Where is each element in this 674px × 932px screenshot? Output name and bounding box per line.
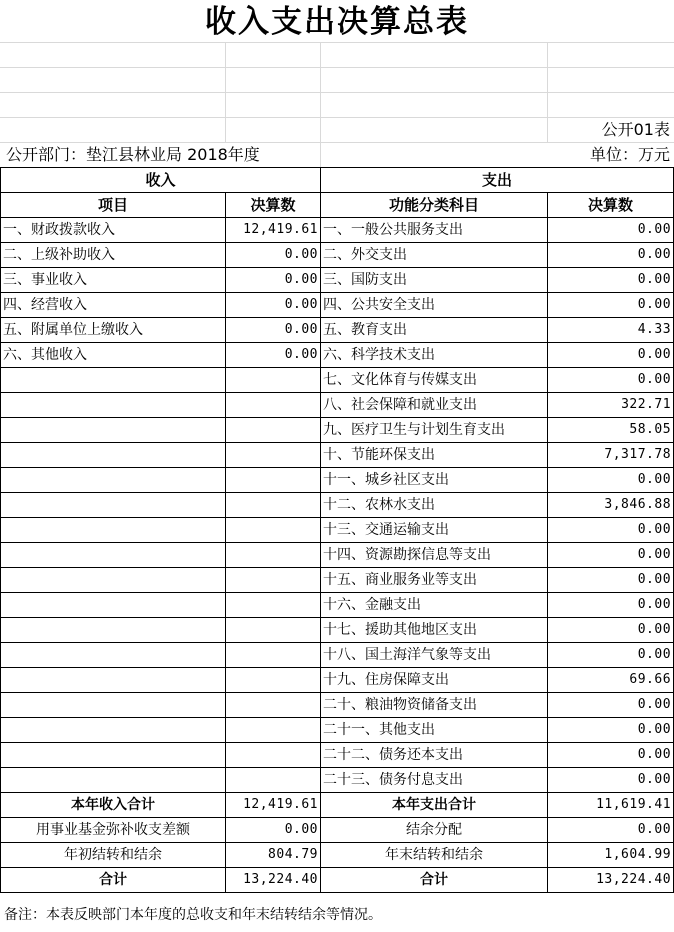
expense-item-label: 十七、援助其他地区支出: [321, 618, 548, 643]
expense-item-value: 58.05: [548, 418, 674, 443]
income-item-label: [1, 443, 226, 468]
expense-item-label: 十四、资源勘探信息等支出: [321, 543, 548, 568]
expense-item-label: 五、教育支出: [321, 318, 548, 343]
table-row: [1, 743, 674, 768]
income-item-value: [226, 568, 321, 593]
expense-item-value: 0.00: [548, 693, 674, 718]
income-item-value: [226, 368, 321, 393]
expense-item-value: 0.00: [548, 743, 674, 768]
income-item-value: [226, 693, 321, 718]
expense-item-label: 二十三、债务付息支出: [321, 768, 548, 793]
summary-income-label: 用事业基金弥补收支差额: [1, 818, 226, 843]
column-header-amount: 决算数: [226, 193, 321, 218]
income-item-label: 六、其他收入: [1, 343, 226, 368]
income-item-label: [1, 693, 226, 718]
expense-item-label: 八、社会保障和就业支出: [321, 393, 548, 418]
expense-item-value: 0.00: [548, 718, 674, 743]
income-item-label: [1, 743, 226, 768]
income-item-label: [1, 718, 226, 743]
expense-item-value: 69.66: [548, 668, 674, 693]
summary-income-label: 合计: [1, 868, 226, 893]
table-row: [1, 393, 674, 418]
income-item-value: [226, 493, 321, 518]
expense-item-label: 十一、城乡社区支出: [321, 468, 548, 493]
summary-expense-value: 0.00: [548, 818, 674, 843]
table-row: [1, 268, 674, 293]
expense-item-value: 0.00: [548, 543, 674, 568]
expense-item-value: 0.00: [548, 768, 674, 793]
income-expense-table: [0, 167, 674, 893]
income-item-value: [226, 543, 321, 568]
income-item-value: 0.00: [226, 318, 321, 343]
expense-item-label: 十八、国土海洋气象等支出: [321, 643, 548, 668]
income-item-value: [226, 393, 321, 418]
income-section-header: 收入: [1, 168, 321, 193]
expense-item-value: 3,846.88: [548, 493, 674, 518]
table-row: [1, 693, 674, 718]
summary-income-value: 13,224.40: [226, 868, 321, 893]
expense-item-value: 0.00: [548, 468, 674, 493]
income-item-label: [1, 418, 226, 443]
expense-item-value: 0.00: [548, 518, 674, 543]
expense-item-value: 0.00: [548, 568, 674, 593]
income-item-value: [226, 443, 321, 468]
summary-row: [1, 793, 674, 818]
expense-item-value: 4.33: [548, 318, 674, 343]
column-header-category: 功能分类科目: [321, 193, 548, 218]
expense-item-label: 一、一般公共服务支出: [321, 218, 548, 243]
table-row: [1, 243, 674, 268]
table-row: [1, 318, 674, 343]
expense-item-label: 十、节能环保支出: [321, 443, 548, 468]
income-item-label: [1, 668, 226, 693]
column-header-row: [1, 193, 674, 218]
income-item-value: [226, 468, 321, 493]
gridline: [0, 42, 674, 43]
table-row: [1, 468, 674, 493]
income-item-label: [1, 543, 226, 568]
summary-expense-value: 1,604.99: [548, 843, 674, 868]
expense-item-value: 0.00: [548, 343, 674, 368]
income-item-value: 0.00: [226, 243, 321, 268]
column-header-amount-2: 决算数: [548, 193, 674, 218]
page-title: 收入支出决算总表: [205, 4, 469, 40]
expense-item-label: 十二、农林水支出: [321, 493, 548, 518]
expense-item-label: 十五、商业服务业等支出: [321, 568, 548, 593]
table-row: [1, 418, 674, 443]
income-item-value: [226, 418, 321, 443]
table-row: [1, 543, 674, 568]
expense-item-label: 三、国防支出: [321, 268, 548, 293]
income-item-value: 0.00: [226, 343, 321, 368]
table-row: [1, 293, 674, 318]
gridline: [0, 117, 674, 118]
footnote: 备注：本表反映部门本年度的总收支和年末结转结余等情况。: [4, 907, 382, 923]
expense-section-header: 支出: [321, 168, 674, 193]
income-item-label: [1, 493, 226, 518]
expense-item-label: 二十、粮油物资储备支出: [321, 693, 548, 718]
expense-item-value: 0.00: [548, 618, 674, 643]
income-item-label: [1, 368, 226, 393]
summary-row: [1, 818, 674, 843]
income-item-value: [226, 743, 321, 768]
table-row: [1, 493, 674, 518]
summary-income-value: 12,419.61: [226, 793, 321, 818]
table-row: [1, 593, 674, 618]
expense-item-value: 0.00: [548, 293, 674, 318]
income-item-value: [226, 768, 321, 793]
expense-item-label: 六、科学技术支出: [321, 343, 548, 368]
income-item-label: 二、上级补助收入: [1, 243, 226, 268]
gridline: [225, 42, 226, 142]
expense-item-label: 十三、交通运输支出: [321, 518, 548, 543]
table-row: [1, 718, 674, 743]
income-item-label: 三、事业收入: [1, 268, 226, 293]
summary-expense-label: 合计: [321, 868, 548, 893]
table-row: [1, 568, 674, 593]
income-item-value: [226, 593, 321, 618]
income-item-label: [1, 468, 226, 493]
summary-income-value: 804.79: [226, 843, 321, 868]
expense-item-label: 十六、金融支出: [321, 593, 548, 618]
expense-item-value: 0.00: [548, 218, 674, 243]
gridline: [547, 42, 548, 142]
expense-item-value: 7,317.78: [548, 443, 674, 468]
table-row: [1, 368, 674, 393]
expense-item-label: 二十一、其他支出: [321, 718, 548, 743]
summary-income-value: 0.00: [226, 818, 321, 843]
income-item-label: [1, 393, 226, 418]
summary-income-label: 本年收入合计: [1, 793, 226, 818]
expense-item-label: 九、医疗卫生与计划生育支出: [321, 418, 548, 443]
form-code: 公开01表: [601, 120, 670, 139]
summary-expense-value: 11,619.41: [548, 793, 674, 818]
income-item-value: [226, 643, 321, 668]
unit-label: 单位：万元: [589, 145, 670, 164]
expense-item-value: 0.00: [548, 243, 674, 268]
summary-expense-label: 结余分配: [321, 818, 548, 843]
income-item-label: [1, 593, 226, 618]
expense-item-label: 七、文化体育与传媒支出: [321, 368, 548, 393]
summary-income-label: 年初结转和结余: [1, 843, 226, 868]
expense-item-value: 0.00: [548, 593, 674, 618]
income-item-value: 12,419.61: [226, 218, 321, 243]
income-item-label: 四、经营收入: [1, 293, 226, 318]
summary-expense-label: 年末结转和结余: [321, 843, 548, 868]
income-item-label: [1, 768, 226, 793]
table-row: [1, 518, 674, 543]
income-item-value: [226, 718, 321, 743]
department-label: 公开部门：垫江县林业局 2018年度: [6, 145, 260, 164]
income-item-label: [1, 568, 226, 593]
income-item-value: 0.00: [226, 293, 321, 318]
gridline: [0, 92, 674, 93]
summary-row: [1, 843, 674, 868]
income-item-value: [226, 668, 321, 693]
table-row: [1, 343, 674, 368]
table-row: [1, 618, 674, 643]
expense-item-value: 0.00: [548, 368, 674, 393]
column-header-item: 项目: [1, 193, 226, 218]
income-item-label: [1, 618, 226, 643]
expense-item-label: 十九、住房保障支出: [321, 668, 548, 693]
table-row: [1, 668, 674, 693]
expense-item-value: 0.00: [548, 268, 674, 293]
income-item-value: [226, 518, 321, 543]
income-item-value: [226, 618, 321, 643]
income-item-value: 0.00: [226, 268, 321, 293]
expense-item-value: 322.71: [548, 393, 674, 418]
table-row: [1, 218, 674, 243]
summary-row: [1, 868, 674, 893]
table-row: [1, 643, 674, 668]
expense-item-label: 二、外交支出: [321, 243, 548, 268]
summary-expense-label: 本年支出合计: [321, 793, 548, 818]
summary-expense-value: 13,224.40: [548, 868, 674, 893]
gridline: [320, 42, 321, 167]
income-item-label: 一、财政拨款收入: [1, 218, 226, 243]
expense-item-label: 二十二、债务还本支出: [321, 743, 548, 768]
income-item-label: [1, 518, 226, 543]
income-item-label: [1, 643, 226, 668]
table-row: [1, 768, 674, 793]
income-item-label: 五、附属单位上缴收入: [1, 318, 226, 343]
expense-item-value: 0.00: [548, 643, 674, 668]
gridline: [0, 67, 674, 68]
expense-item-label: 四、公共安全支出: [321, 293, 548, 318]
section-header-row: [1, 168, 674, 193]
table-row: [1, 443, 674, 468]
